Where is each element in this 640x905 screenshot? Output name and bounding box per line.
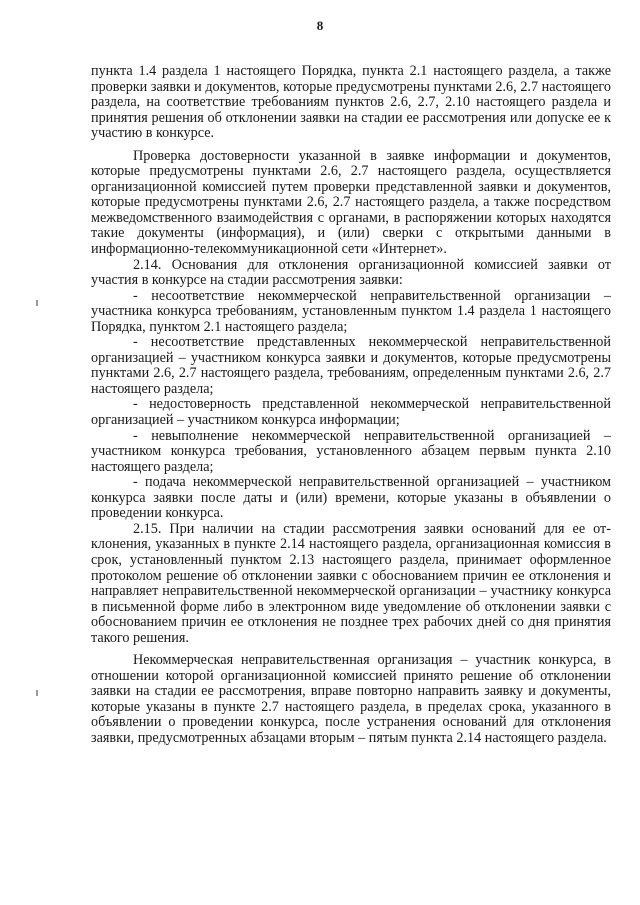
scan-margin-mark xyxy=(36,690,38,696)
paragraph-clause-2-15: 2.15. При наличии на стадии рассмотрения заявки оснований для ее отклонения, указанных в пункте 2.14 настоящего раздела, организационная комиссия в срок, установленный пунктом 2.13 настоящего раздела, принимает оформленное протоколом решение об отклонении заявки с обоснованием причин ее отклонения и направляет неправительственной некоммерческой организации – участнику конкурса в письменной форме либо в электронном виде уведомление об отклонении заявки с обоснованием причин ее отклонения не позднее трех рабочих дней со дня принятия такого решения. xyxy=(91,520,611,646)
page-number: 8 xyxy=(316,18,324,33)
list-item-ground: - подача некоммерческой неправительственной организацией – участником конкурса заявки после даты и (или) времени, которые указаны в объявлении о проведении конкурса. xyxy=(91,474,611,522)
paragraph-clause-2-14: 2.14. Основания для отклонения организационной комиссией заявки от участия в конкурсе на стадии рассмотрения заявки: xyxy=(91,256,611,289)
document-body xyxy=(91,64,611,747)
paragraph-resubmission: Некоммерческая неправительственная организация – участник конкурса, в отношении которой организационной комиссией принято решение об отклонении заявки на стадии ее рассмотрения, вправе повторно направить заявку и документы, которые указаны в пункте 2.7 настоящего раздела, в пределах срока, указанного в объявлении о проведении конкурса, после устранения оснований для отклонения заявки, предусмотренных абзацами вторым – пятым пункта 2.14 настоящего раздела. xyxy=(91,652,611,746)
paragraph-verification: Проверка достоверности указанной в заявке информации и документов, которые предусмотрены пунктами 2.6, 2.7 настоящего раздела, осуществляется организационной комиссией путем проверки представленной заявки и документов, которые предусмотрены пунктами 2.6, 2.7 настоящего раздела, а также посредством межведомственного взаимодействия с органами, в распоряжении которых находятся такие документы (информация), и (или) сверки с открытыми данными в информационно-телекоммуникационной сети «Интернет». xyxy=(91,147,611,258)
paragraph-continuation: пункта 1.4 раздела 1 настоящего Порядка, пункта 2.1 настоящего раздела, а также проверки заявки и документов, которые предусмотрены пунктами 2.6, 2.7 настоящего раздела, на соответствие требованиям пунктов 2.6, 2.7, 2.10 настоящего раздела и принятия решения об отклонении заявки на стадии ее рассмотрения или допуске ее к участию в конкурсе. xyxy=(91,63,611,142)
list-item-ground: - недостоверность представленной некоммерческой неправительственной организацией – участником конкурса информации; xyxy=(91,396,611,429)
scan-margin-mark xyxy=(36,300,38,306)
list-item-ground: - несоответствие некоммерческой неправительственной организации – участника конкурса требованиям, установленным пунктом 1.4 раздела 1 настоящего Порядка, пунктом 2.1 настоящего раздела; xyxy=(91,287,611,335)
list-item-ground: - несоответствие представленных некоммерческой неправительственной организацией – участником конкурса заявки и документов, которые предусмотрены пунктами 2.6, 2.7 настоящего раздела, требованиям, определенным пунктами 2.6, 2.7 настоящего раздела; xyxy=(91,334,611,397)
list-item-ground: - невыполнение некоммерческой неправительственной организацией – участником конкурса требования, установленного абзацем первым пункта 2.10 настоящего раздела; xyxy=(91,427,611,475)
